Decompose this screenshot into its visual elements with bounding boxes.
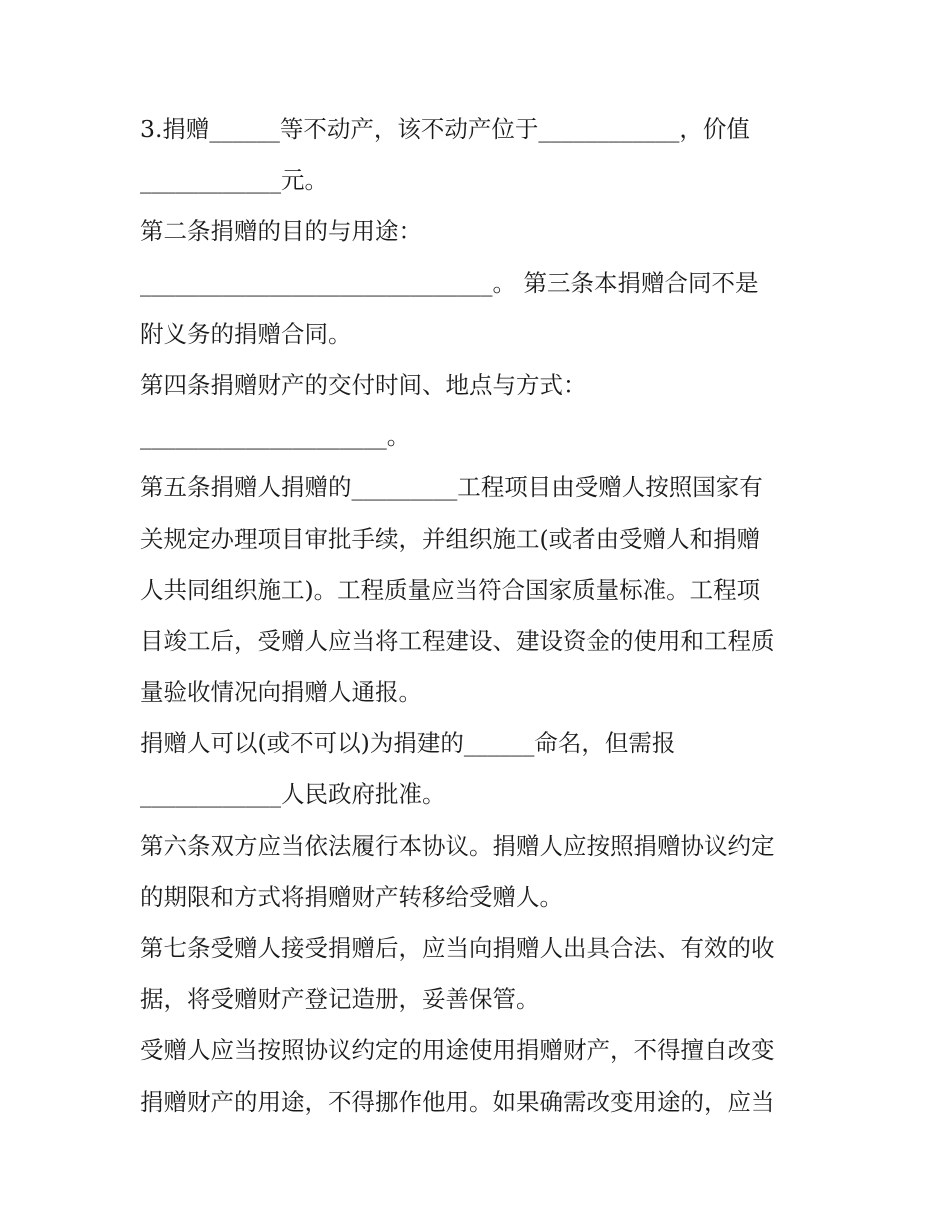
- text-line-4: ______________________________。 第三条本捐赠合同不是: [140, 268, 759, 297]
- text-line-19: 受赠人应当按照协议约定的用途使用捐赠财产，不得擅自改变: [140, 1036, 775, 1065]
- text-line-1: 3.捐赠______等不动产，该不动产位于____________，价值: [140, 115, 750, 143]
- text-line-8: 第五条捐赠人捐赠的_________工程项目由受赠人按照国家有: [140, 473, 763, 502]
- text-line-18: 据，将受赠财产登记造册，妥善保管。: [140, 985, 540, 1014]
- document-body: [140, 104, 820, 1128]
- text-line-5: 附义务的捐赠合同。: [140, 319, 352, 348]
- text-line-7: _____________________。: [140, 422, 411, 451]
- text-line-13: 捐赠人可以(或不可以)为捐建的______命名，但需报: [140, 729, 676, 758]
- text-line-17: 第七条受赠人接受捐赠后，应当向捐赠人出具合法、有效的收: [140, 934, 775, 962]
- text-line-11: 目竣工后，受赠人应当将工程建设、建设资金的使用和工程质: [140, 626, 775, 655]
- text-line-9: 关规定办理项目审批手续，并组织施工(或者由受赠人和捐赠: [140, 524, 761, 553]
- text-line-2: ____________元。: [140, 166, 328, 195]
- text-line-20: 捐赠财产的用途，不得挪作他用。如果确需改变用途的，应当: [140, 1087, 775, 1116]
- text-line-16: 的期限和方式将捐赠财产转移给受赠人。: [140, 882, 563, 911]
- text-line-10: 人共同组织施工)。工程质量应当符合国家质量标准。工程项: [140, 575, 761, 604]
- text-line-14: ____________人民政府批准。: [140, 780, 446, 809]
- text-line-12: 量验收情况向捐赠人通报。: [140, 678, 422, 707]
- text-line-15: 第六条双方应当依法履行本协议。捐赠人应按照捐赠协议约定: [140, 831, 775, 860]
- text-line-3: 第二条捐赠的目的与用途：: [140, 217, 422, 246]
- text-line-6: 第四条捐赠财产的交付时间、地点与方式：: [140, 370, 587, 399]
